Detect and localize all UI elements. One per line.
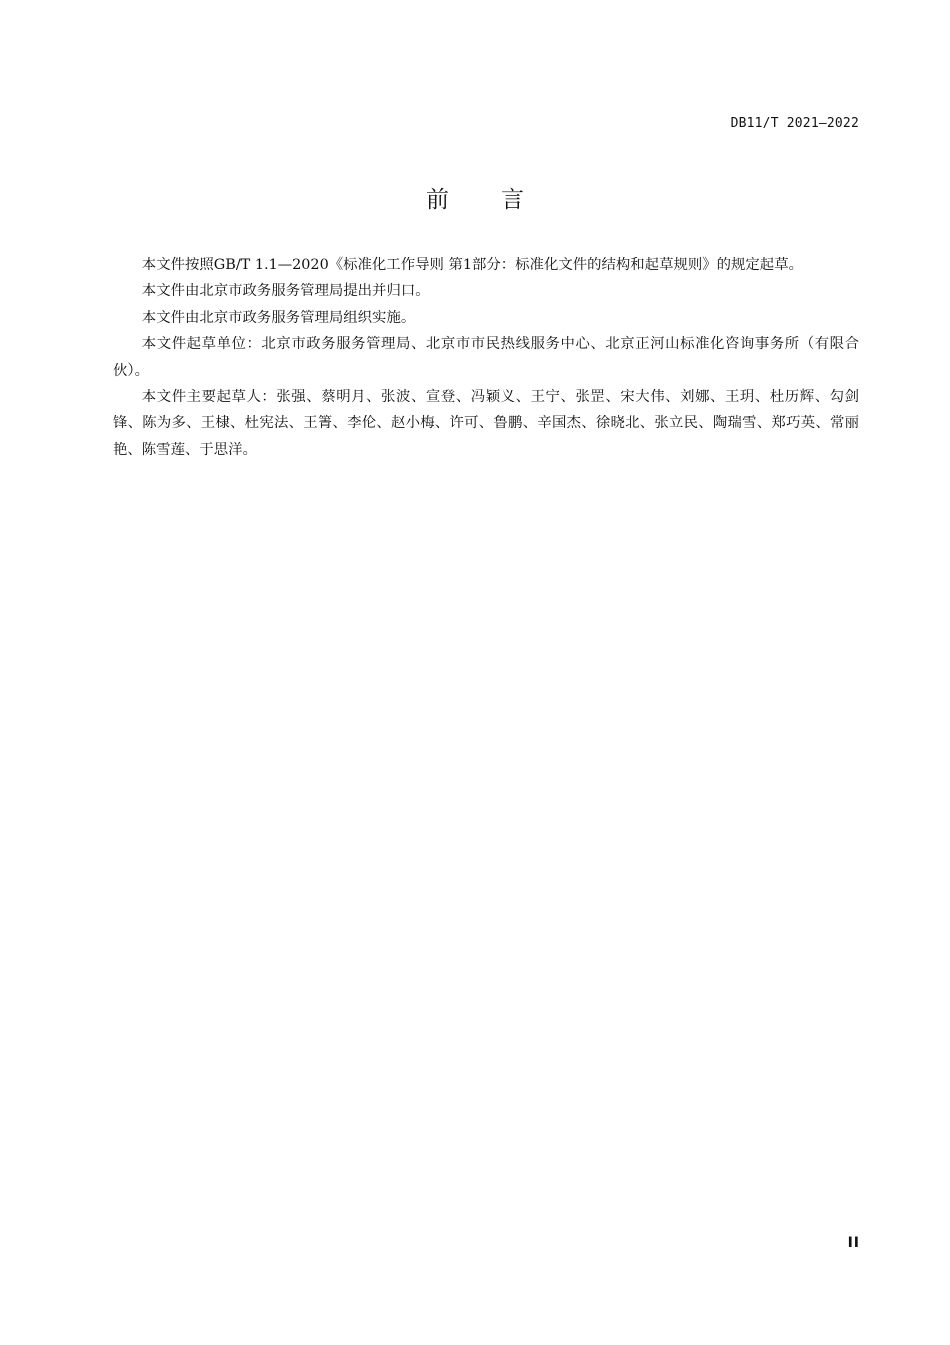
- paragraph-drafters: 本文件主要起草人：张强、蔡明月、张波、宣登、冯颖义、王宁、张罡、宋大伟、刘娜、王玥、杜历辉、勾剑锋、陈为多、王棣、杜宪法、王箐、李伦、赵小梅、许可、鲁鹏、辛国杰、徐晓北、张立民、陶瑞雪、郑巧英、常丽艳、陈雪莲、于思洋。: [113, 389, 859, 458]
- page-title: [0, 181, 950, 214]
- foreword-body: [113, 252, 859, 463]
- title-char-2: 言: [501, 187, 524, 213]
- page-number: II: [847, 1235, 860, 1251]
- paragraph-proposer: 本文件由北京市政务服务管理局提出并归口。: [141, 283, 430, 300]
- title-char-1: 前: [426, 187, 449, 213]
- paragraph-drafting-units: 本文件起草单位：北京市政务服务管理局、北京市市民热线服务中心、北京正河山标准化咨询事务所（有限合伙）。: [113, 336, 859, 379]
- paragraph-drafting-rules: 本文件按照GB/T 1.1—2020《标准化工作导则 第1部分：标准化文件的结构和起草规则》的规定起草。: [141, 257, 803, 273]
- document-code: DB11/T 2021—2022: [730, 116, 859, 131]
- paragraph-implementer: 本文件由北京市政务服务管理局组织实施。: [141, 309, 416, 326]
